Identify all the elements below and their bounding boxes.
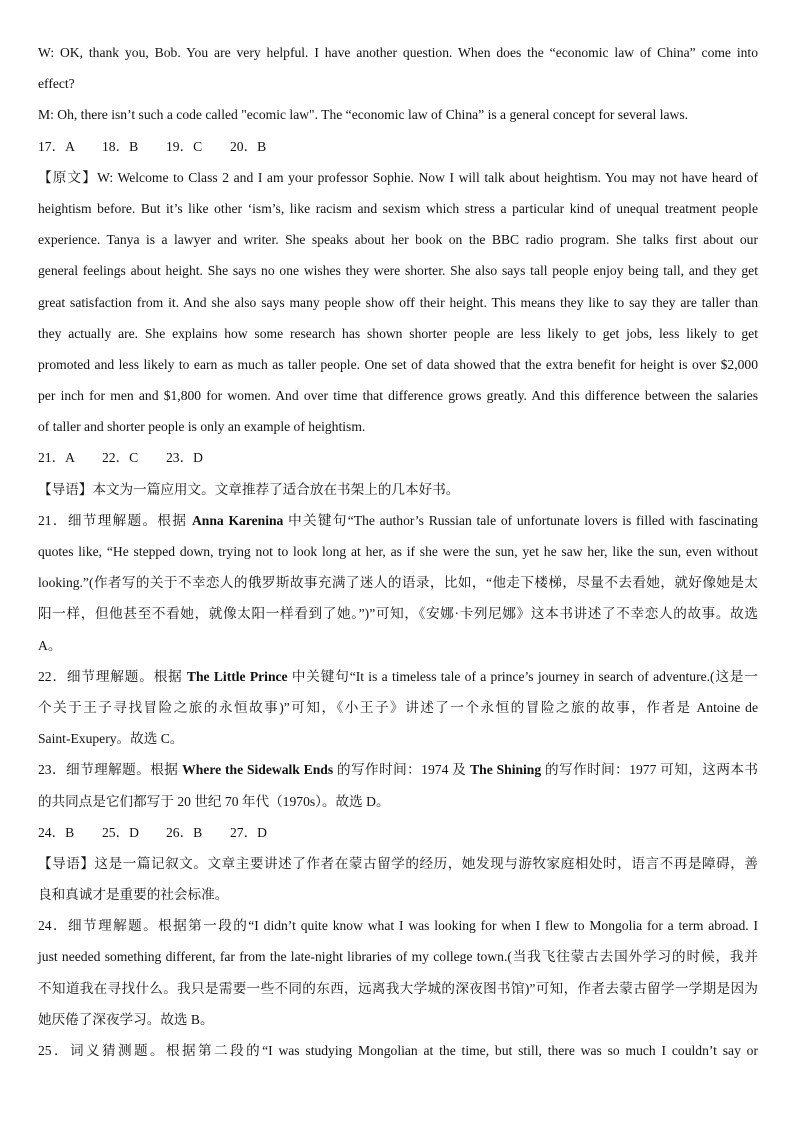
text-line: great satisfaction from it. And she also says many people show off their height. This means they like to say they are taller than [38,294,758,310]
document-page [38,40,758,1069]
book-title: Where the Sidewalk Ends [182,762,334,778]
text-line: 阳一样，但他甚至不看她，就像太阳一样看到了她。”)”可知，《安娜·卡列尼娜》这本书讲述了不幸恋人的故事。故选 [38,606,758,622]
text-line: per inch for men and $1,800 for women. And over time that difference grows greatly. And this difference between the salaries [38,388,758,404]
answer-item: 27．D [230,824,268,840]
text-line: heightism before. But it’s like other ‘ism’s, like racism and sexism which stress a particular kind of unequal treatment people [38,200,758,216]
text-line: 【原文】W: Welcome to Class 2 and I am your professor Sophie. Now I will talk about heightism. You may not have heard of [38,169,758,185]
answer-item: 23．D [166,450,204,466]
text-line: 个关于王子寻找冒险之旅的永恒故事)”可知，《小王子》讲述了一个永恒的冒险之旅的故事，作者是 Antoine de [38,699,758,715]
answer-item: 19．C [166,138,203,154]
answer-item: 20．B [230,138,267,154]
text-line: just needed something different, far from the late-night libraries of my college town.(当我飞往蒙古去国外学习的时候，我并 [38,949,758,965]
answer-item: 24．B [38,824,75,840]
q22-line [38,664,758,695]
text-line: 不知道我在寻找什么。我只是需要一些不同的东西，远离我大学城的深夜图书馆)”可知，作者去蒙古留学一学期是因为 [38,980,758,996]
answer-row [38,134,758,165]
text-line: 良和真诚才是重要的社会标准。 [38,887,229,903]
text-line: Saint-Exupery。故选 C。 [38,731,184,747]
q21-suffix: 中关键句“The author’s Russian tale of unfortunate lovers is filled with fascinating [283,512,758,528]
q21-line [38,508,758,539]
text-line: quotes like, “He stepped down, trying not to look long at her, as if she were the sun, yet he saw her, like the sun, even without [38,544,758,559]
book-title: The Shining [470,762,542,778]
answer-item: 26．B [166,824,203,840]
answer-item: 22．C [102,450,139,466]
text-line: 【导语】这是一篇记叙文。文章主要讲述了作者在蒙古留学的经历，她发现与游牧家庭相处时，语言不再是障碍，善 [38,855,758,871]
text-line: 24．细节理解题。根据第一段的“I didn’t quite know what I was looking for when I flew to Mongolia for a term abroad. I [38,918,758,934]
answer-item: 21．A [38,450,76,466]
text-line: 25．词义猜测题。根据第二段的“I was studying Mongolian at the time, but still, there was so much I couldn’t say or [38,1043,758,1058]
text-line: 的共同点是它们都写于 20 世纪 70 年代（1970s）。故选 D。 [38,793,390,809]
answer-item: 17．A [38,138,76,154]
text-line: looking.”(作者写的关于不幸恋人的俄罗斯故事充满了迷人的语录，比如，“他走下楼梯，尽量不去看她，就好像她是太 [38,575,758,591]
answer-row [38,820,758,851]
text-line: general feelings about height. She says no one wishes they were shorter. She also says tall people enjoy being tall, and they get [38,263,758,279]
q21-prefix: 21．细节理解题。根据 [38,512,192,528]
text-line: they actually are. She explains how some research has shown shorter people are less likely to get jobs, less likely to get [38,325,758,341]
text-line: experience. Tanya is a lawyer and writer. She speaks about her book on the BBC radio program. She talks first about our [38,232,758,248]
q23-prefix: 23．细节理解题。根据 [38,762,183,778]
text-line: 【导语】本文为一篇应用文。文章推荐了适合放在书架上的几本好书。 [38,481,460,497]
q22-prefix: 22．细节理解题。根据 [38,668,187,684]
text-line: W: OK, thank you, Bob. You are very helpful. I have another question. When does the “economic law of China” come into [38,45,758,60]
text-line: 她厌倦了深夜学习。故选 B。 [38,1011,214,1027]
q23-suffix: 的写作时间：1977 可知，这两本书 [541,762,758,778]
answer-row [38,445,758,476]
answer-item: 25．D [102,824,140,840]
text-line: effect? [38,76,75,92]
q23-line [38,757,758,788]
text-line: A。 [38,637,62,653]
book-title: Anna Karenina [191,512,284,528]
text-line: of taller and shorter people is only an example of heightism. [38,419,366,435]
q23-middle: 的写作时间：1974 及 [333,762,471,778]
text-line: M: Oh, there isn’t such a code called "ecomic law". The “economic law of China” is a general concept for several laws. [38,107,689,123]
q22-suffix: 中关键句“It is a timeless tale of a prince’s journey in search of adventure.(这是一 [287,668,758,684]
answer-item: 18．B [102,138,139,154]
book-title: The Little Prince [186,668,288,684]
text-line: promoted and less likely to earn as much as taller people. One set of data showed that the extra benefit for height is over $2,000 [38,356,758,372]
